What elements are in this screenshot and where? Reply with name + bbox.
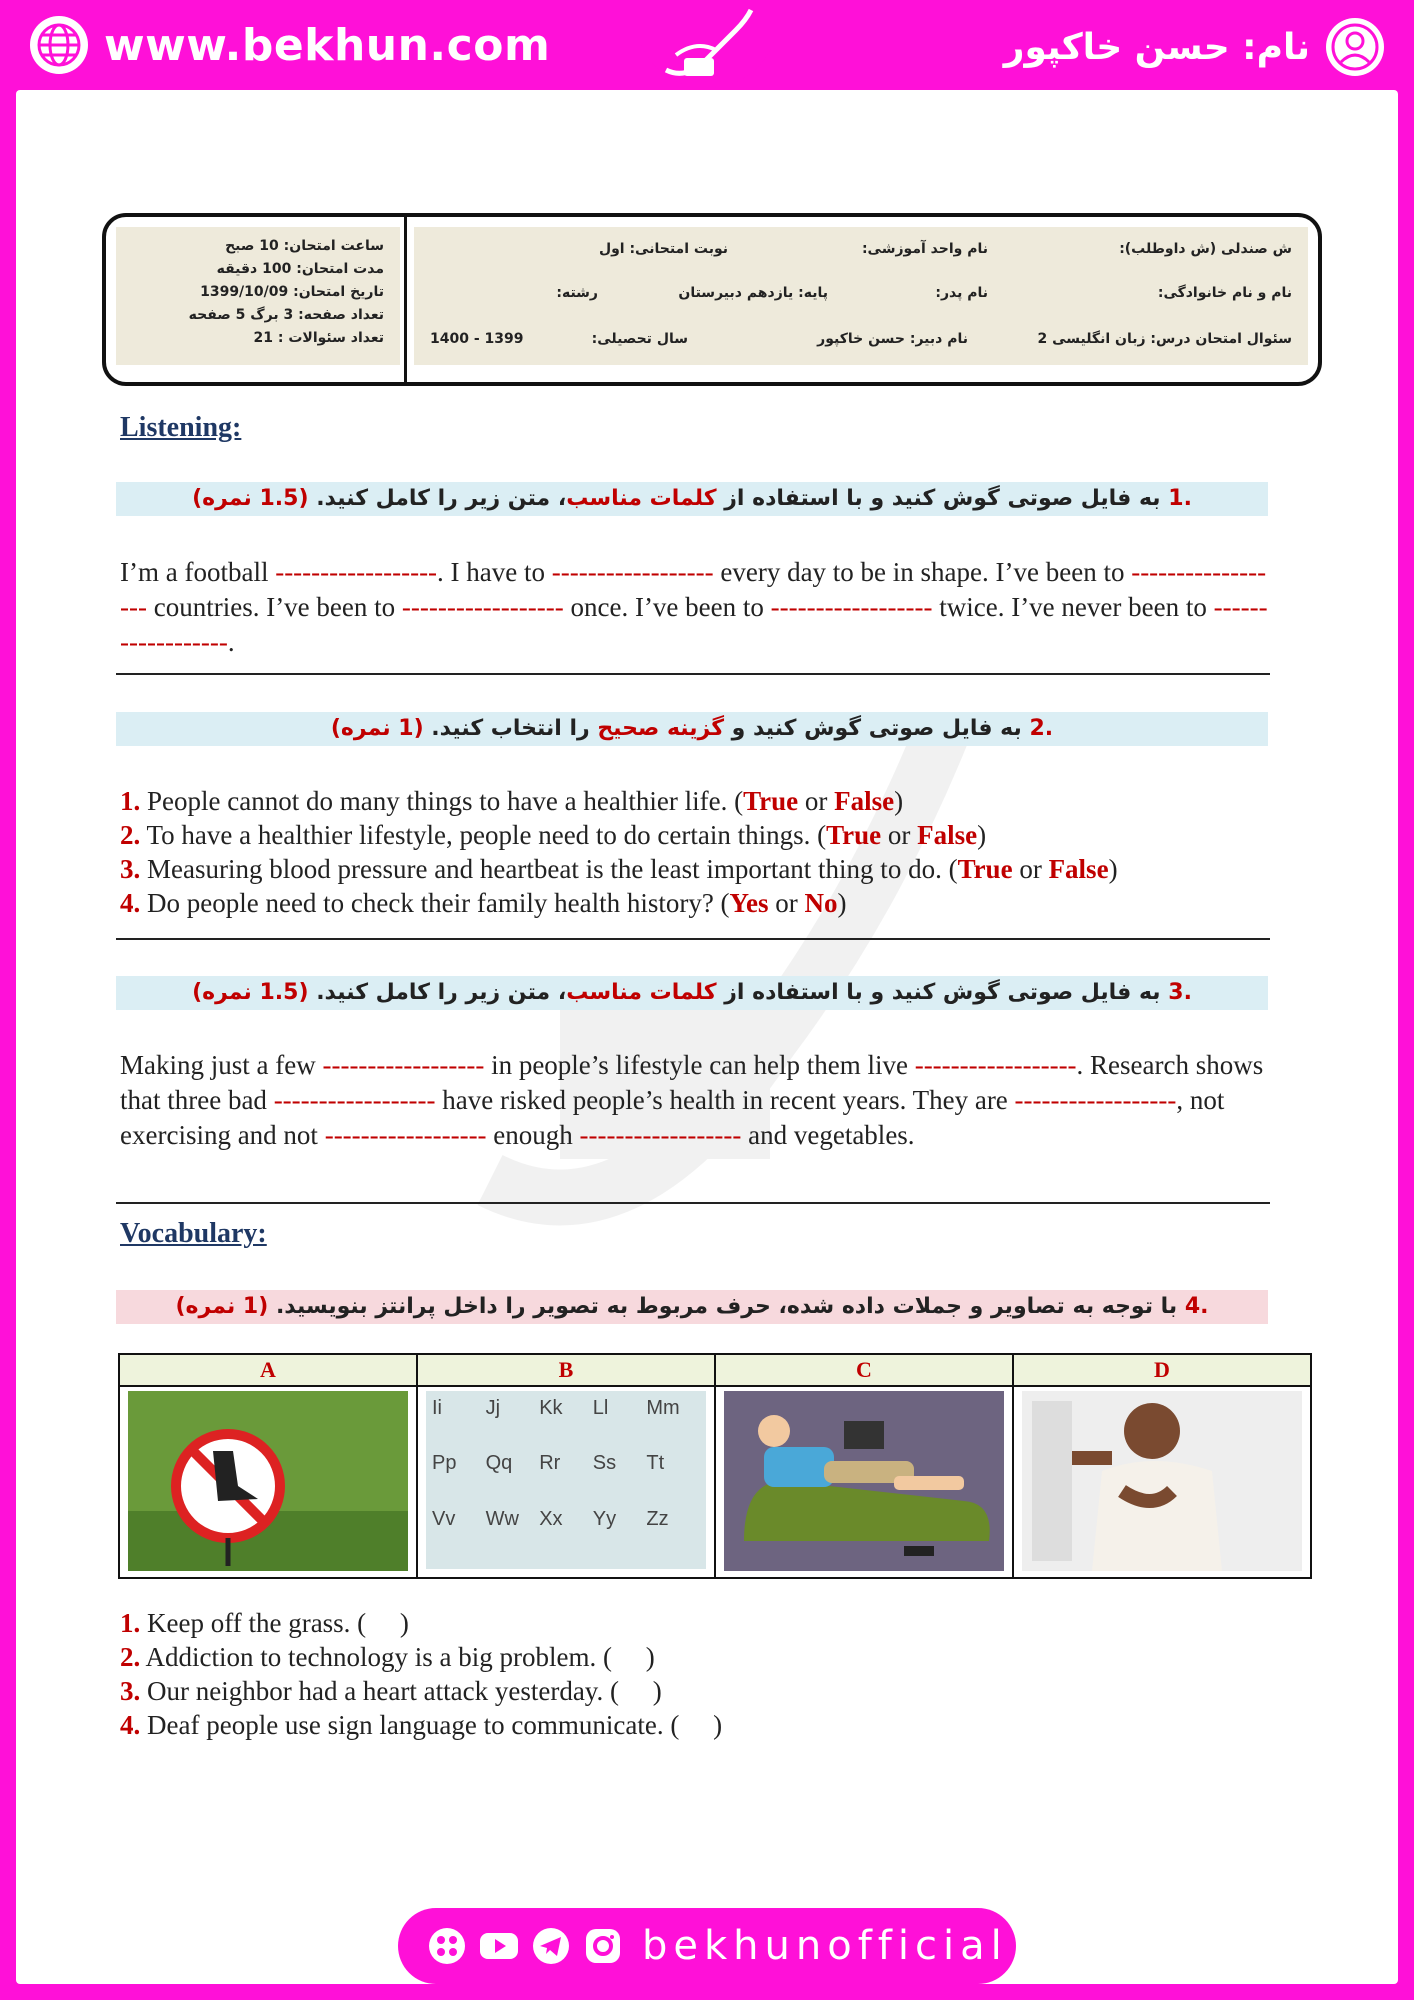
exam-time-info [116,227,400,365]
q4-item-4: 4. Deaf people use sign language to communicate. ( ) [120,1710,723,1740]
bekhun-logo [636,0,778,88]
q1-instruction: .1 به فایل صوتی گوش کنید و با استفاده از کلمات مناسب، متن زیر را کامل کنید. (1.5 نمره) [116,482,1268,516]
grade-info: پایه: یازدهم دبیرستان [678,285,828,301]
vocabulary-title: Vocabulary: [120,1218,267,1249]
student-info [414,227,1308,365]
blank[interactable]: ------------------ [551,557,714,587]
no-stepping-on-grass-icon [128,1391,408,1571]
user-icon [1324,16,1386,78]
false-option[interactable]: False [1048,854,1109,884]
question-count: تعداد سئوالات : 21 [253,330,384,346]
seat-number-field: ش صندلی (ش داوطلب): [1119,241,1292,257]
father-name-field: نام پدر: [935,285,988,301]
q2-item-3: 3. Measuring blood pressure and heartbeat is the least important thing to do. (True or False) [120,854,1118,884]
picture-label: D [1014,1355,1310,1387]
blank[interactable]: ------------------ [914,1050,1077,1080]
listening-title: Listening: [120,412,242,443]
teacher-name: نام دبیر: حسن خاکپور [817,331,968,347]
aparat-icon[interactable] [426,1925,468,1967]
full-name-field: نام و نام خانوادگی: [1157,285,1292,301]
picture-c [716,1355,1014,1577]
q4-item-1: 1. Keep off the grass. ( ) [120,1608,409,1638]
exam-time: ساعت امتحان: 10 صبح [225,238,384,254]
telegram-icon[interactable] [530,1925,572,1967]
divider-line [116,673,1270,675]
blank[interactable]: ------------------ [120,557,1267,622]
blank[interactable]: ------------------ [273,1085,436,1115]
q2-item-2: 2. To have a healthier lifestyle, people need to do certain things. (True or False) [120,820,987,850]
exam-turn: نوبت امتحانی: اول [598,241,728,257]
author-name-text: نام: حسن خاکپور [1003,26,1310,68]
q4-items [120,1606,722,1742]
q2-item-4: 4. Do people need to check their family health history? (Yes or No) [120,888,847,918]
true-option[interactable]: True [957,854,1013,884]
true-option[interactable]: True [743,786,799,816]
social-footer [398,1908,1016,1984]
youtube-icon[interactable] [478,1925,520,1967]
q2-items [120,784,1118,920]
picture-label: B [418,1355,714,1387]
picture-b [418,1355,716,1577]
q4-item-2: 2. Addiction to technology is a big problem. ( ) [120,1642,655,1672]
q4-instruction: .4 با توجه به تصاویر و جملات داده شده، حرف مربوط به تصویر را داخل پرانتز بنویسید. (1 نمره) [116,1290,1268,1324]
blank[interactable]: ------------------ [324,1120,487,1150]
divider-line [116,938,1270,940]
blank[interactable]: ------------------ [770,592,933,622]
social-handle[interactable]: bekhunofficial [642,1923,1008,1969]
exam-duration: مدت امتحان: 100 دقیقه [216,261,384,277]
website-text: www.bekhun.com [104,19,551,71]
q4-item-3: 3. Our neighbor had a heart attack yesterday. ( ) [120,1676,662,1706]
q2-item-1: 1. People cannot do many things to have a healthier life. (True or False) [120,786,904,816]
false-option[interactable]: False [917,820,978,850]
school-unit-field: نام واحد آموزشی: [861,241,988,257]
q1-text: I’m a football ------------------. I have to ------------------ every day to be in shape. I’ve been to ------------------ countries. I’ve been to ------------------ once. I’ve been to ------------------ twice. I’ve never been to ------------------. [120,557,1268,657]
exam-info-box [102,213,1322,386]
field-of-study: رشته: [556,285,598,301]
picture-table [118,1353,1312,1579]
true-option[interactable]: True [826,820,882,850]
q2-instruction: .2 به فایل صوتی گوش کنید و گزینه صحیح را انتخاب کنید. (1 نمره) [116,712,1268,746]
blank[interactable]: ------------------ [401,592,564,622]
q3-instruction: .3 به فایل صوتی گوش کنید و با استفاده از کلمات مناسب، متن زیر را کامل کنید. (1.5 نمره) [116,976,1268,1010]
exam-date: تاریخ امتحان: 1399/10/09 [200,284,384,300]
header-divider [404,217,407,382]
year-label: سال تحصیلی: [591,331,688,347]
top-bar [0,0,1414,90]
blank[interactable]: ------------------ [120,592,1268,657]
sign-language-chart-icon: Ii Jj Kk Ll Mm Pp Qq Rr Ss Tt Vv Ww Xx Yy Zz [426,1391,706,1569]
picture-label: C [716,1355,1012,1387]
picture-a [120,1355,418,1577]
page-count: تعداد صفحه: 3 برگ 5 صفحه [188,307,384,323]
globe-icon [28,14,90,76]
blank[interactable]: ------------------ [322,1050,485,1080]
picture-label: A [120,1355,416,1387]
boy-on-couch-icon [724,1391,1004,1571]
heart-attack-man-icon [1022,1391,1302,1571]
year-value: 1400 - 1399 [430,331,524,347]
blank[interactable]: ------------------ [275,557,438,587]
divider-line [116,1202,1270,1204]
no-option[interactable]: No [804,888,838,918]
picture-d [1014,1355,1310,1577]
subject-info: سئوال امتحان درس: زبان انگلیسی 2 [1037,331,1292,347]
website-link[interactable] [28,14,550,76]
blank[interactable]: ------------------ [1014,1085,1177,1115]
author-name [1004,16,1386,78]
yes-option[interactable]: Yes [729,888,769,918]
false-option[interactable]: False [834,786,895,816]
instagram-icon[interactable] [582,1925,624,1967]
blank[interactable]: ------------------ [579,1120,742,1150]
q3-text: Making just a few ------------------ in people’s lifestyle can help them live ------------------. Research shows that three bad ------------------ have risked people’s health in recent years. They are ------------------, not exercising and not ------------------ enough ------------------ and vegetables. [120,1050,1264,1150]
